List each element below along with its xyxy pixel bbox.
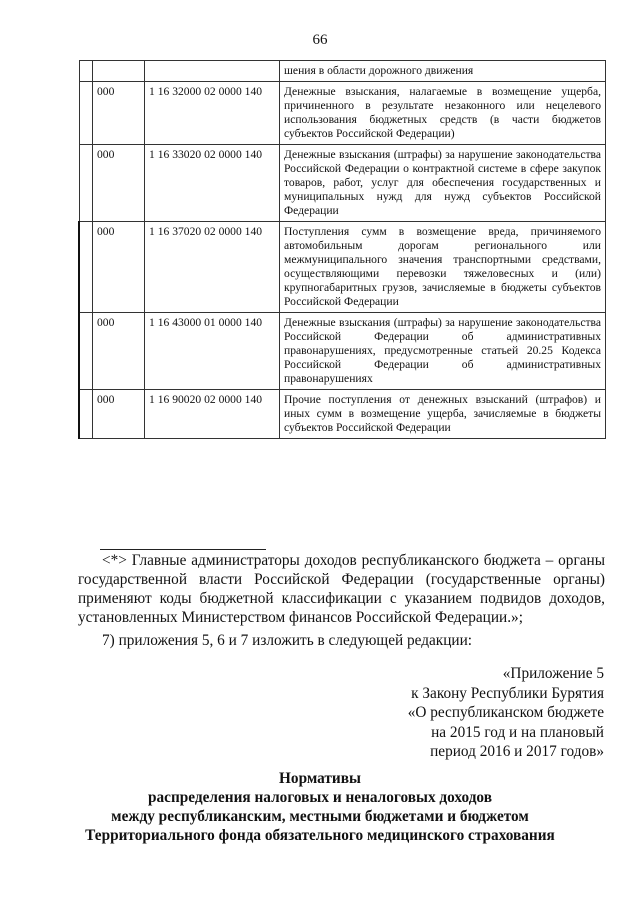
admin-code-cell: 000 bbox=[93, 313, 145, 390]
budget-code-cell: 1 16 32000 02 0000 140 bbox=[145, 82, 280, 145]
title-line: распределения налоговых и неналоговых доходов bbox=[148, 789, 492, 806]
table-row bbox=[79, 390, 606, 439]
appendix-line: «О республиканском бюджете bbox=[407, 704, 604, 722]
budget-code-cell: 1 16 43000 01 0000 140 bbox=[145, 313, 280, 390]
table-row bbox=[79, 82, 606, 145]
admin-code-cell: 000 bbox=[93, 82, 145, 145]
table-row bbox=[79, 313, 606, 390]
budget-code-cell: 1 16 90020 02 0000 140 bbox=[145, 390, 280, 439]
budget-code-cell: 1 16 37020 02 0000 140 bbox=[145, 222, 280, 313]
appendix-line: к Закону Республики Бурятия bbox=[411, 684, 604, 702]
description-cell: шения в области дорожного движения bbox=[280, 61, 606, 82]
appendix-line: период 2016 и 2017 годов» bbox=[430, 743, 604, 761]
table-row bbox=[79, 222, 606, 313]
footnote bbox=[78, 551, 605, 627]
admin-code-cell bbox=[93, 61, 145, 82]
description-cell: Поступления сумм в возмещение вреда, причиняемого автомобильным дорогам регионального или межмуниципального значения транспортными средствами, осуществляющими перевозки тяжеловесных и (или) крупногабаритных грузов, зачисляемые в бюджеты субъектов Российской Федерации bbox=[280, 222, 606, 313]
budget-code-cell: 1 16 33020 02 0000 140 bbox=[145, 145, 280, 222]
table-row bbox=[79, 145, 606, 222]
budget-code-cell bbox=[145, 61, 280, 82]
left-margin-cell bbox=[79, 390, 93, 439]
title-line: Нормативы bbox=[279, 770, 361, 787]
amendment-item-7: 7) приложения 5, 6 и 7 изложить в следующей редакции: bbox=[102, 632, 473, 649]
revenue-codes-table bbox=[78, 60, 606, 439]
description-cell: Денежные взыскания, налагаемые в возмещение ущерба, причиненного в результате незаконного или нецелевого использования бюджетных средств (в части бюджетов субъектов Российской Федерации) bbox=[280, 82, 606, 145]
left-margin-cell bbox=[79, 61, 93, 82]
appendix-line: «Приложение 5 bbox=[502, 665, 604, 682]
admin-code-cell: 000 bbox=[93, 145, 145, 222]
document-title bbox=[0, 769, 640, 845]
page-number: 66 bbox=[312, 32, 328, 48]
admin-code-cell: 000 bbox=[93, 390, 145, 439]
title-line: Территориального фонда обязательного медицинского страхования bbox=[85, 827, 555, 844]
table-row bbox=[79, 61, 606, 82]
appendix-line: на 2015 год и на плановый bbox=[431, 723, 604, 741]
description-cell: Денежные взыскания (штрафы) за нарушение законодательства Российской Федерации об административных правонарушениях, предусмотренные статьей 20.25 Кодекса Российской Федерации об административных правонарушениях bbox=[280, 313, 606, 390]
footnote-text: <*> Главные администраторы доходов республиканского бюджета – органы государственной власти Российской Федерации (государственные органы) применяют коды бюджетной классификации с указанием подвидов доходов, установленных Министерством финансов Российской Федерации.»; bbox=[78, 552, 605, 626]
left-margin-cell bbox=[79, 222, 93, 313]
left-margin-cell bbox=[79, 145, 93, 222]
admin-code-cell: 000 bbox=[93, 222, 145, 313]
description-cell: Денежные взыскания (штрафы) за нарушение законодательства Российской Федерации о контрактной системе в сфере закупок товаров, работ, услуг для обеспечения государственных и муниципальных нужд для нужд субъектов Российской Федерации bbox=[280, 145, 606, 222]
footnote-divider bbox=[100, 549, 266, 550]
description-cell: Прочие поступления от денежных взысканий (штрафов) и иных сумм в возмещение ущерба, зачисляемые в бюджеты субъектов Российской Федерации bbox=[280, 390, 606, 439]
title-line: между республиканским, местными бюджетами и бюджетом bbox=[111, 808, 529, 825]
appendix-header bbox=[408, 664, 604, 762]
left-margin-cell bbox=[79, 313, 93, 390]
left-margin-cell bbox=[79, 82, 93, 145]
